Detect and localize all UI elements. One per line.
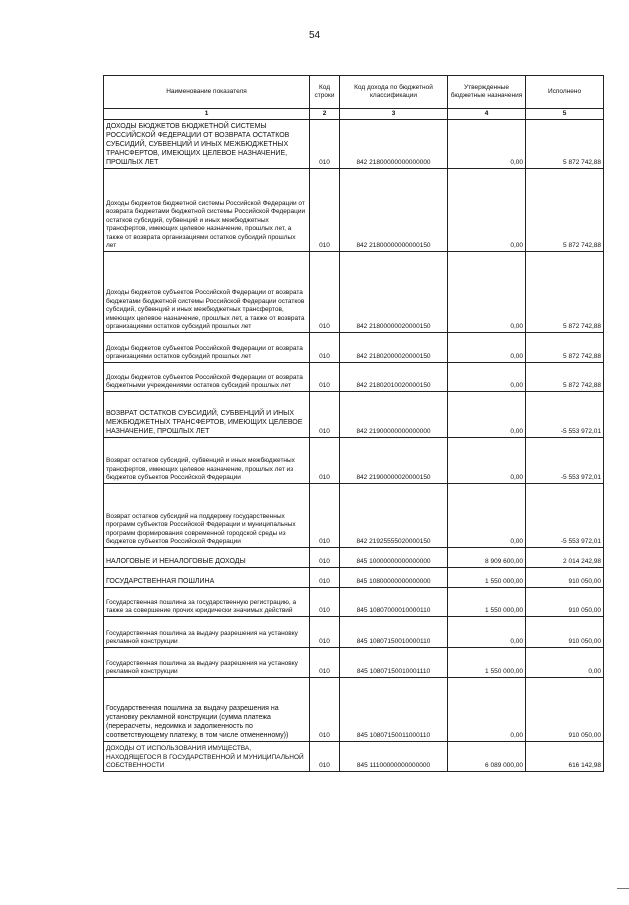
page-number: 54: [308, 30, 321, 41]
executed-amount: 910 050,00: [526, 568, 604, 588]
table-row: [104, 568, 604, 588]
column-number: 4: [448, 109, 526, 120]
executed-amount: 5 872 742,88: [526, 120, 604, 169]
table-row: [104, 120, 604, 169]
income-code: 845 10800000000000000: [340, 568, 448, 588]
line-code: 010: [310, 742, 340, 772]
income-code: 842 21800000000000000: [340, 120, 448, 169]
line-code: 010: [310, 252, 340, 333]
indicator-name: Государственная пошлина за выдачу разрешения на установку рекламной конструкции: [104, 648, 310, 678]
column-number-row: [104, 109, 604, 120]
line-code: 010: [310, 363, 340, 392]
planned-amount: 1 550 000,00: [448, 648, 526, 678]
table-row: [104, 169, 604, 252]
indicator-name: ГОСУДАРСТВЕННАЯ ПОШЛИНА: [104, 568, 310, 588]
indicator-name: Доходы бюджетов бюджетной системы Российской Федерации от возврата бюджетами бюджетной системы Российской Федерации остатков субсидий, субвенций и иных межбюджетных трансфертов, имеющих целевое назначение, прошлых лет, а также от возврата организациями остатков субсидий прошлых лет: [104, 169, 310, 252]
table-row: [104, 548, 604, 568]
indicator-name: ВОЗВРАТ ОСТАТКОВ СУБСИДИЙ, СУБВЕНЦИЙ И ИНЫХ МЕЖБЮДЖЕТНЫХ ТРАНСФЕРТОВ, ИМЕЮЩИХ ЦЕЛЕВОЕ НАЗНАЧЕНИЕ, ПРОШЛЫХ ЛЕТ: [104, 392, 310, 438]
planned-amount: 1 550 000,00: [448, 568, 526, 588]
line-code: 010: [310, 438, 340, 484]
table-row: [104, 333, 604, 363]
line-code: 010: [310, 617, 340, 648]
indicator-name: Государственная пошлина за выдачу разрешения на установку рекламной конструкции (сумма платежа (перерасчеты, недоимка и задолженность по соответствующему платежу, в том числе отмененному)): [104, 678, 310, 742]
indicator-name: ДОХОДЫ ОТ ИСПОЛЬЗОВАНИЯ ИМУЩЕСТВА, НАХОДЯЩЕГОСЯ В ГОСУДАРСТВЕННОЙ И МУНИЦИПАЛЬНОЙ СОБСТВЕННОСТИ: [104, 742, 310, 772]
planned-amount: 0,00: [448, 678, 526, 742]
executed-amount: -5 553 972,01: [526, 484, 604, 548]
executed-amount: 5 872 742,88: [526, 333, 604, 363]
income-code: 845 10000000000000000: [340, 548, 448, 568]
income-code: 845 11100000000000000: [340, 742, 448, 772]
revenue-table: [103, 75, 604, 772]
table-row: [104, 363, 604, 392]
executed-amount: 5 872 742,88: [526, 169, 604, 252]
executed-amount: 5 872 742,88: [526, 363, 604, 392]
column-number: 5: [526, 109, 604, 120]
indicator-name: Доходы бюджетов субъектов Российской Федерации от возврата организациями остатков субсидий прошлых лет: [104, 333, 310, 363]
indicator-name: Доходы бюджетов субъектов Российской Федерации от возврата бюджетными учреждениями остатков субсидий прошлых лет: [104, 363, 310, 392]
executed-amount: 5 872 742,88: [526, 252, 604, 333]
line-code: 010: [310, 648, 340, 678]
indicator-name: Возврат остатков субсидий, субвенций и иных межбюджетных трансфертов, имеющих целевое назначение, прошлых лет из бюджетов субъектов Российской Федерации: [104, 438, 310, 484]
line-code: 010: [310, 120, 340, 169]
table-row: [104, 484, 604, 548]
executed-amount: 910 050,00: [526, 617, 604, 648]
planned-amount: 0,00: [448, 169, 526, 252]
margin-mark: [617, 888, 629, 889]
header-name: Наименование показателя: [104, 76, 310, 109]
income-code: 842 21900000000000000: [340, 392, 448, 438]
income-code: 842 21802000020000150: [340, 333, 448, 363]
table-row: [104, 742, 604, 772]
line-code: 010: [310, 392, 340, 438]
indicator-name: Государственная пошлина за государственную регистрацию, а также за совершение прочих юридически значимых действий: [104, 588, 310, 617]
column-number: 2: [310, 109, 340, 120]
indicator-name: Доходы бюджетов субъектов Российской Федерации от возврата бюджетами бюджетной системы Российской Федерации остатков субсидий, субвенций и иных межбюджетных трансфертов, имеющих целевое назначение, прошлых лет, а также от возврата организациями остатков субсидий прошлых лет: [104, 252, 310, 333]
line-code: 010: [310, 169, 340, 252]
table-row: [104, 678, 604, 742]
executed-amount: 616 142,98: [526, 742, 604, 772]
header-planned: Утвержденные бюджетные назначения: [448, 76, 526, 109]
executed-amount: -5 553 972,01: [526, 438, 604, 484]
executed-amount: 910 050,00: [526, 588, 604, 617]
table-row: [104, 648, 604, 678]
income-code: 842 21925555020000150: [340, 484, 448, 548]
table-row: [104, 588, 604, 617]
planned-amount: 6 089 000,00: [448, 742, 526, 772]
column-number: 1: [104, 109, 310, 120]
table-body: [104, 120, 604, 772]
planned-amount: 1 550 000,00: [448, 588, 526, 617]
planned-amount: 0,00: [448, 392, 526, 438]
line-code: 010: [310, 678, 340, 742]
table-row: [104, 617, 604, 648]
line-code: 010: [310, 333, 340, 363]
header-line-code: Код строки: [310, 76, 340, 109]
executed-amount: 910 050,00: [526, 678, 604, 742]
planned-amount: 0,00: [448, 120, 526, 169]
executed-amount: -5 553 972,01: [526, 392, 604, 438]
indicator-name: ДОХОДЫ БЮДЖЕТОВ БЮДЖЕТНОЙ СИСТЕМЫ РОССИЙСКОЙ ФЕДЕРАЦИИ ОТ ВОЗВРАТА ОСТАТКОВ СУБСИДИЙ, СУБВЕНЦИЙ И ИНЫХ МЕЖБЮДЖЕТНЫХ ТРАНСФЕРТОВ, ИМЕЮЩИХ ЦЕЛЕВОЕ НАЗНАЧЕНИЕ, ПРОШЛЫХ ЛЕТ: [104, 120, 310, 169]
header-income-code: Код дохода по бюджетной классификации: [340, 76, 448, 109]
indicator-name: Возврат остатков субсидий на поддержку государственных программ субъектов Российской Федерации и муниципальных программ формирования современной городской среды из бюджетов субъектов Российской Федерации: [104, 484, 310, 548]
income-code: 845 10807150010001110: [340, 648, 448, 678]
line-code: 010: [310, 568, 340, 588]
indicator-name: Государственная пошлина за выдачу разрешения на установку рекламной конструкции: [104, 617, 310, 648]
planned-amount: 0,00: [448, 484, 526, 548]
indicator-name: НАЛОГОВЫЕ И НЕНАЛОГОВЫЕ ДОХОДЫ: [104, 548, 310, 568]
income-code: 845 10807150010000110: [340, 617, 448, 648]
planned-amount: 8 909 600,00: [448, 548, 526, 568]
line-code: 010: [310, 548, 340, 568]
table-row: [104, 252, 604, 333]
column-number: 3: [340, 109, 448, 120]
planned-amount: 0,00: [448, 252, 526, 333]
income-code: 842 21800000000000150: [340, 169, 448, 252]
planned-amount: 0,00: [448, 438, 526, 484]
planned-amount: 0,00: [448, 333, 526, 363]
planned-amount: 0,00: [448, 617, 526, 648]
table-row: [104, 392, 604, 438]
planned-amount: 0,00: [448, 363, 526, 392]
line-code: 010: [310, 588, 340, 617]
line-code: 010: [310, 484, 340, 548]
executed-amount: 2 014 242,98: [526, 548, 604, 568]
table-row: [104, 438, 604, 484]
income-code: 842 21900000020000150: [340, 438, 448, 484]
header-executed: Исполнено: [526, 76, 604, 109]
income-code: 842 21802010020000150: [340, 363, 448, 392]
income-code: 842 21800000020000150: [340, 252, 448, 333]
executed-amount: 0,00: [526, 648, 604, 678]
income-code: 845 10807000010000110: [340, 588, 448, 617]
income-code: 845 10807150011000110: [340, 678, 448, 742]
header-row: [104, 76, 604, 109]
